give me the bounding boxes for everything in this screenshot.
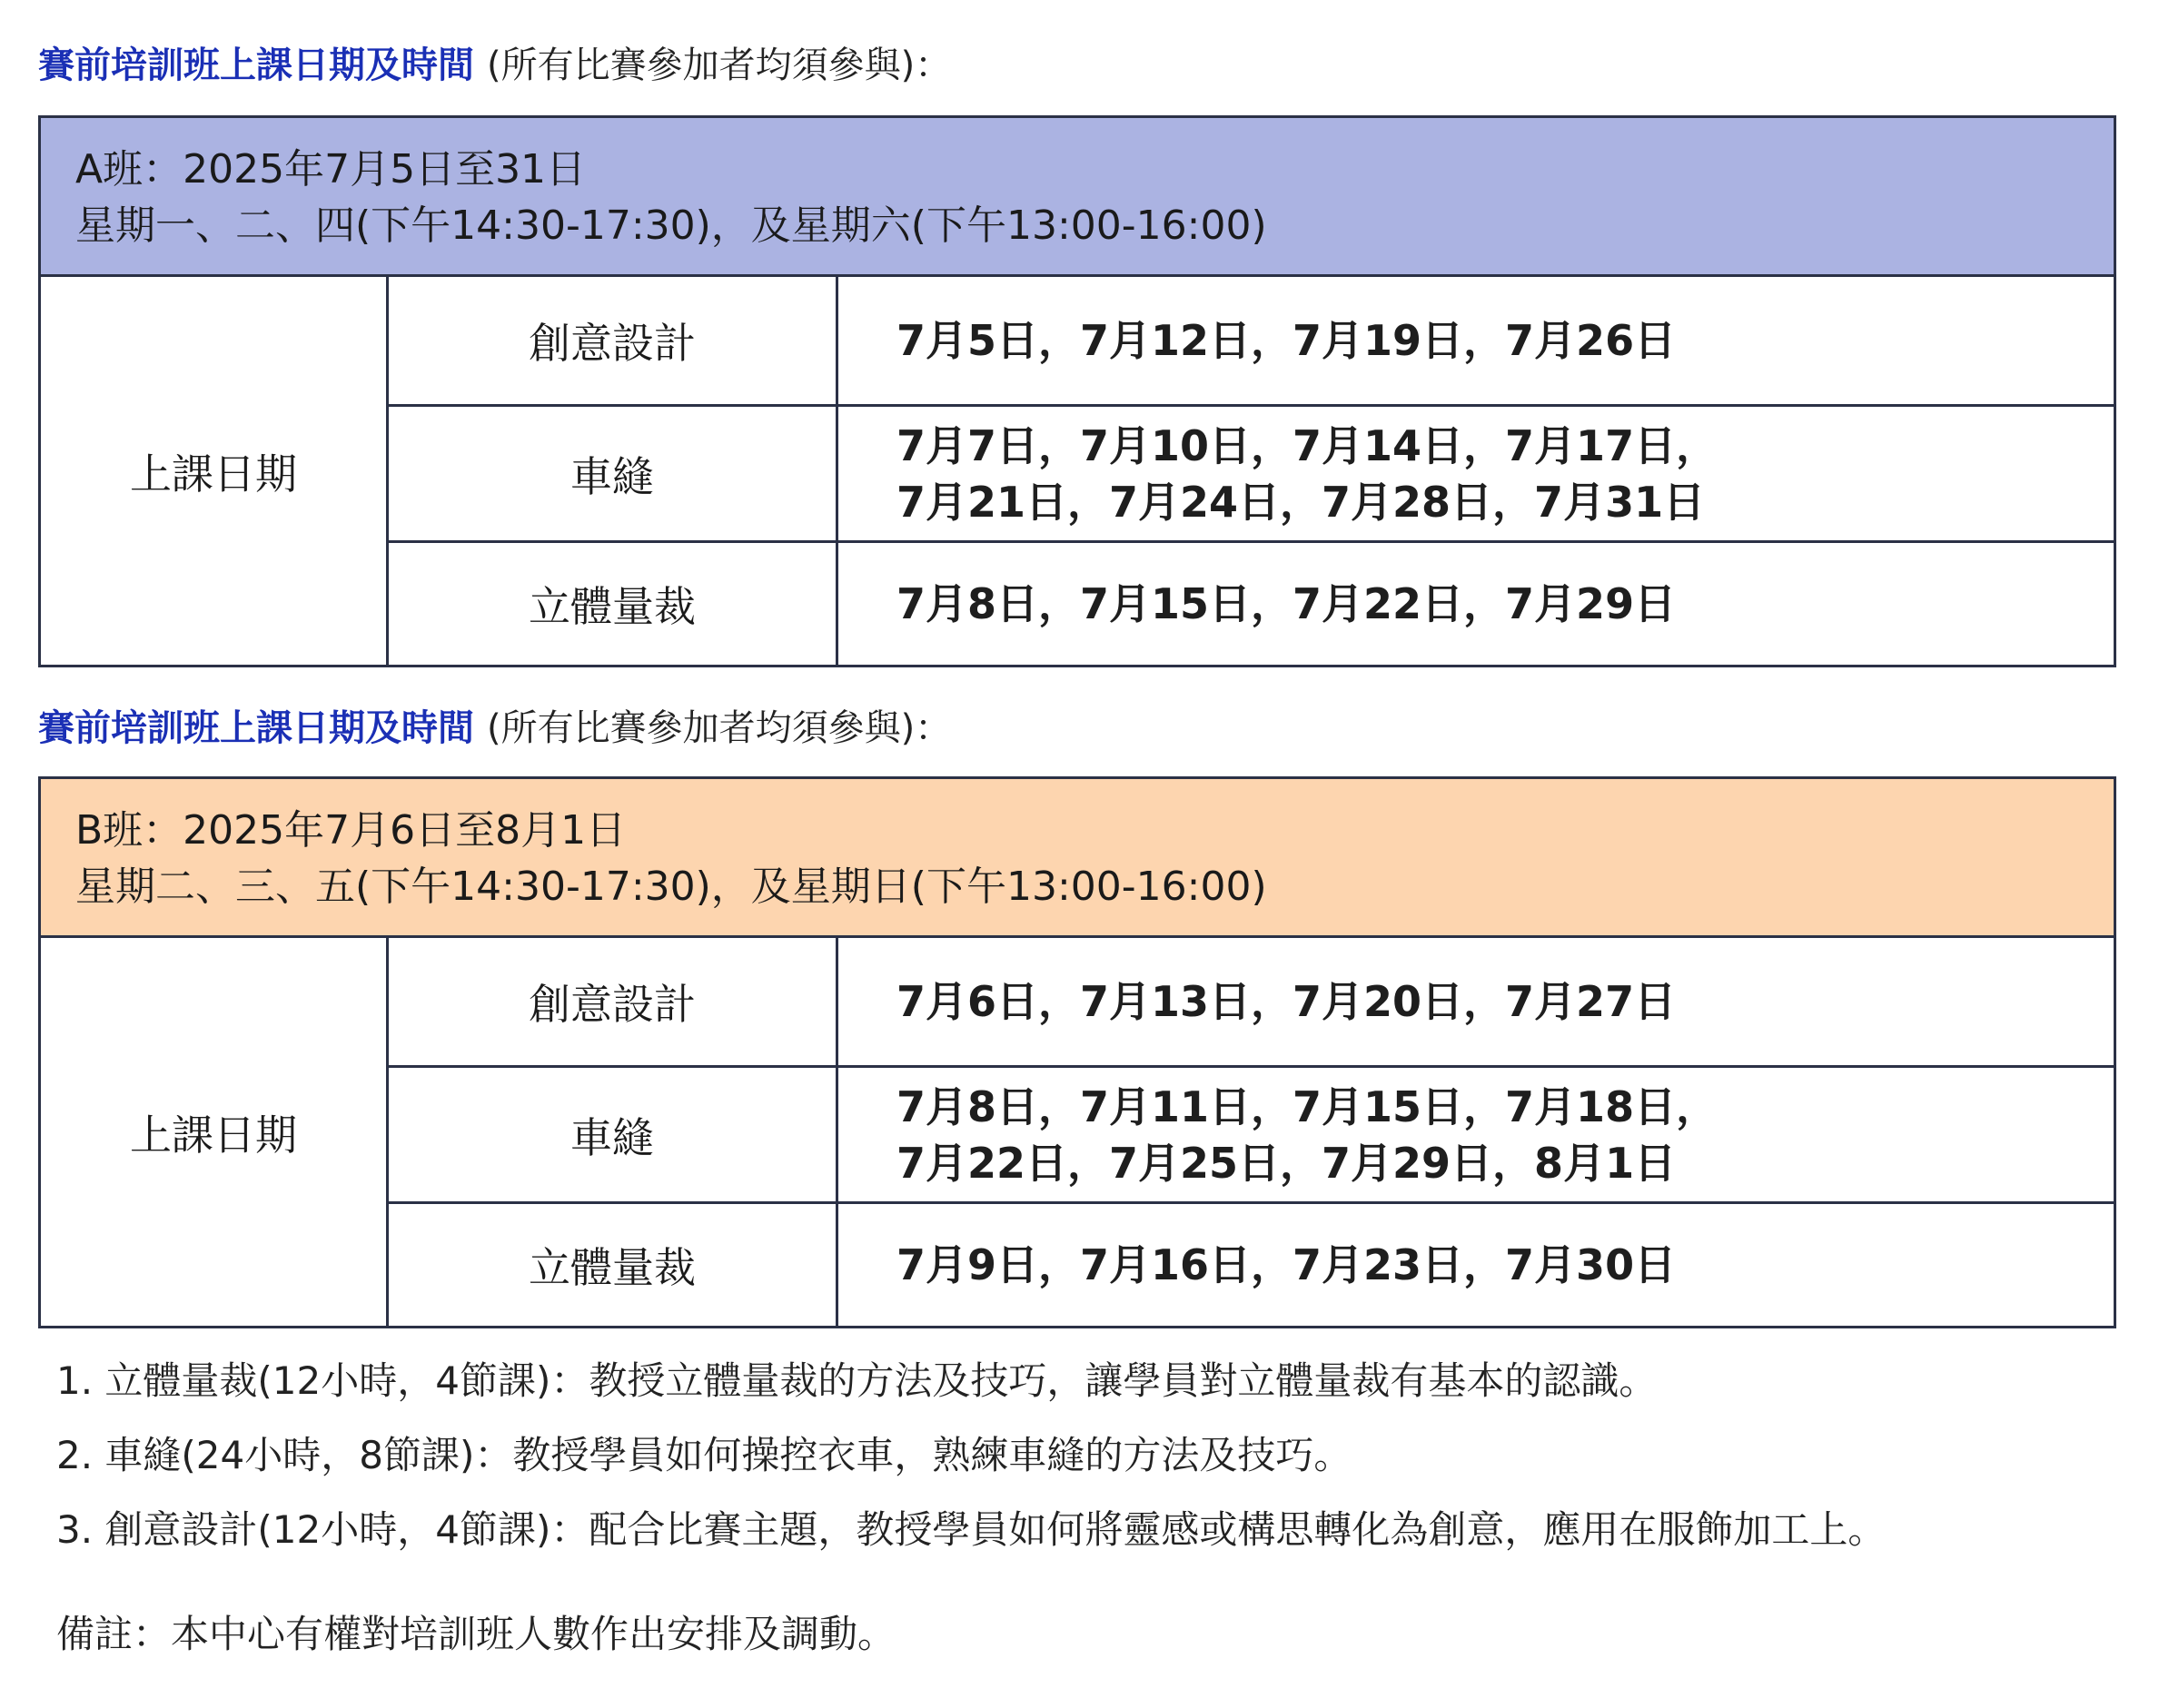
class-header [41,779,2114,938]
table-row [389,404,2114,540]
section-note: (所有比賽參加者均須參與)： [487,707,952,749]
section-heading-a [38,38,951,93]
subject-rows [389,277,2114,665]
dates-line: 7月21日，7月24日，7月28日，7月31日 [896,477,1706,527]
section-note: (所有比賽參加者均須參與)： [487,44,952,86]
remark: 備註：本中心有權對培訓班人數作出安排及調動。 [56,1612,896,1656]
subject-name: 車縫 [389,407,838,540]
section-heading-b [38,701,951,755]
subject-name: 創意設計 [389,277,838,404]
subject-dates [838,543,2114,665]
row-label: 上課日期 [41,277,389,665]
table-row [389,540,2114,665]
subject-dates [838,938,2114,1065]
dates-line: 7月22日，7月25日，7月29日，8月1日 [896,1138,1677,1188]
class-times: 星期一、二、四(下午14:30-17:30)，及星期六(下午13:00-16:00) [75,202,1267,249]
dates-line: 7月5日，7月12日，7月19日，7月26日 [896,316,1677,365]
subject-dates [838,277,2114,404]
class-times: 星期二、三、五(下午14:30-17:30)，及星期日(下午13:00-16:00) [75,864,1267,910]
schedule-table-class-b [38,776,2116,1328]
class-dates: A班：2025年7月5日至31日 [75,146,587,193]
table-row [389,938,2114,1065]
note-item: 2. 車縫(24小時，8節課)：教授學員如何操控衣車，熟練車縫的方法及技巧。 [56,1433,1352,1477]
subject-dates [838,1068,2114,1201]
class-body [41,938,2114,1326]
dates-line: 7月8日，7月11日，7月15日，7月18日， [896,1081,1718,1131]
subject-dates [838,407,2114,540]
note-item: 3. 創意設計(12小時，4節課)：配合比賽主題，教授學員如何將靈感或構思轉化為創意，應用在服飾加工上。 [56,1507,1887,1552]
subject-name: 立體量裁 [389,1204,838,1326]
section-title: 賽前培訓班上課日期及時間 [38,707,474,749]
table-row [389,1065,2114,1201]
subject-name: 立體量裁 [389,543,838,665]
class-body [41,277,2114,665]
subject-name: 創意設計 [389,938,838,1065]
table-row [389,1201,2114,1326]
dates-line: 7月7日，7月10日，7月14日，7月17日， [896,420,1718,470]
table-row [389,277,2114,404]
row-label: 上課日期 [41,938,389,1326]
class-dates: B班：2025年7月6日至8月1日 [75,807,627,854]
section-title: 賽前培訓班上課日期及時間 [38,44,474,86]
schedule-table-class-a [38,115,2116,667]
dates-line: 7月6日，7月13日，7月20日，7月27日 [896,977,1677,1026]
dates-line: 7月8日，7月15日，7月22日，7月29日 [896,579,1677,628]
class-header [41,118,2114,277]
subject-rows [389,938,2114,1326]
dates-line: 7月9日，7月16日，7月23日，7月30日 [896,1240,1677,1289]
course-notes [56,1344,1886,1567]
subject-name: 車縫 [389,1068,838,1201]
subject-dates [838,1204,2114,1326]
note-item: 1. 立體量裁(12小時，4節課)：教授立體量裁的方法及技巧，讓學員對立體量裁有基本的認識。 [56,1358,1658,1403]
